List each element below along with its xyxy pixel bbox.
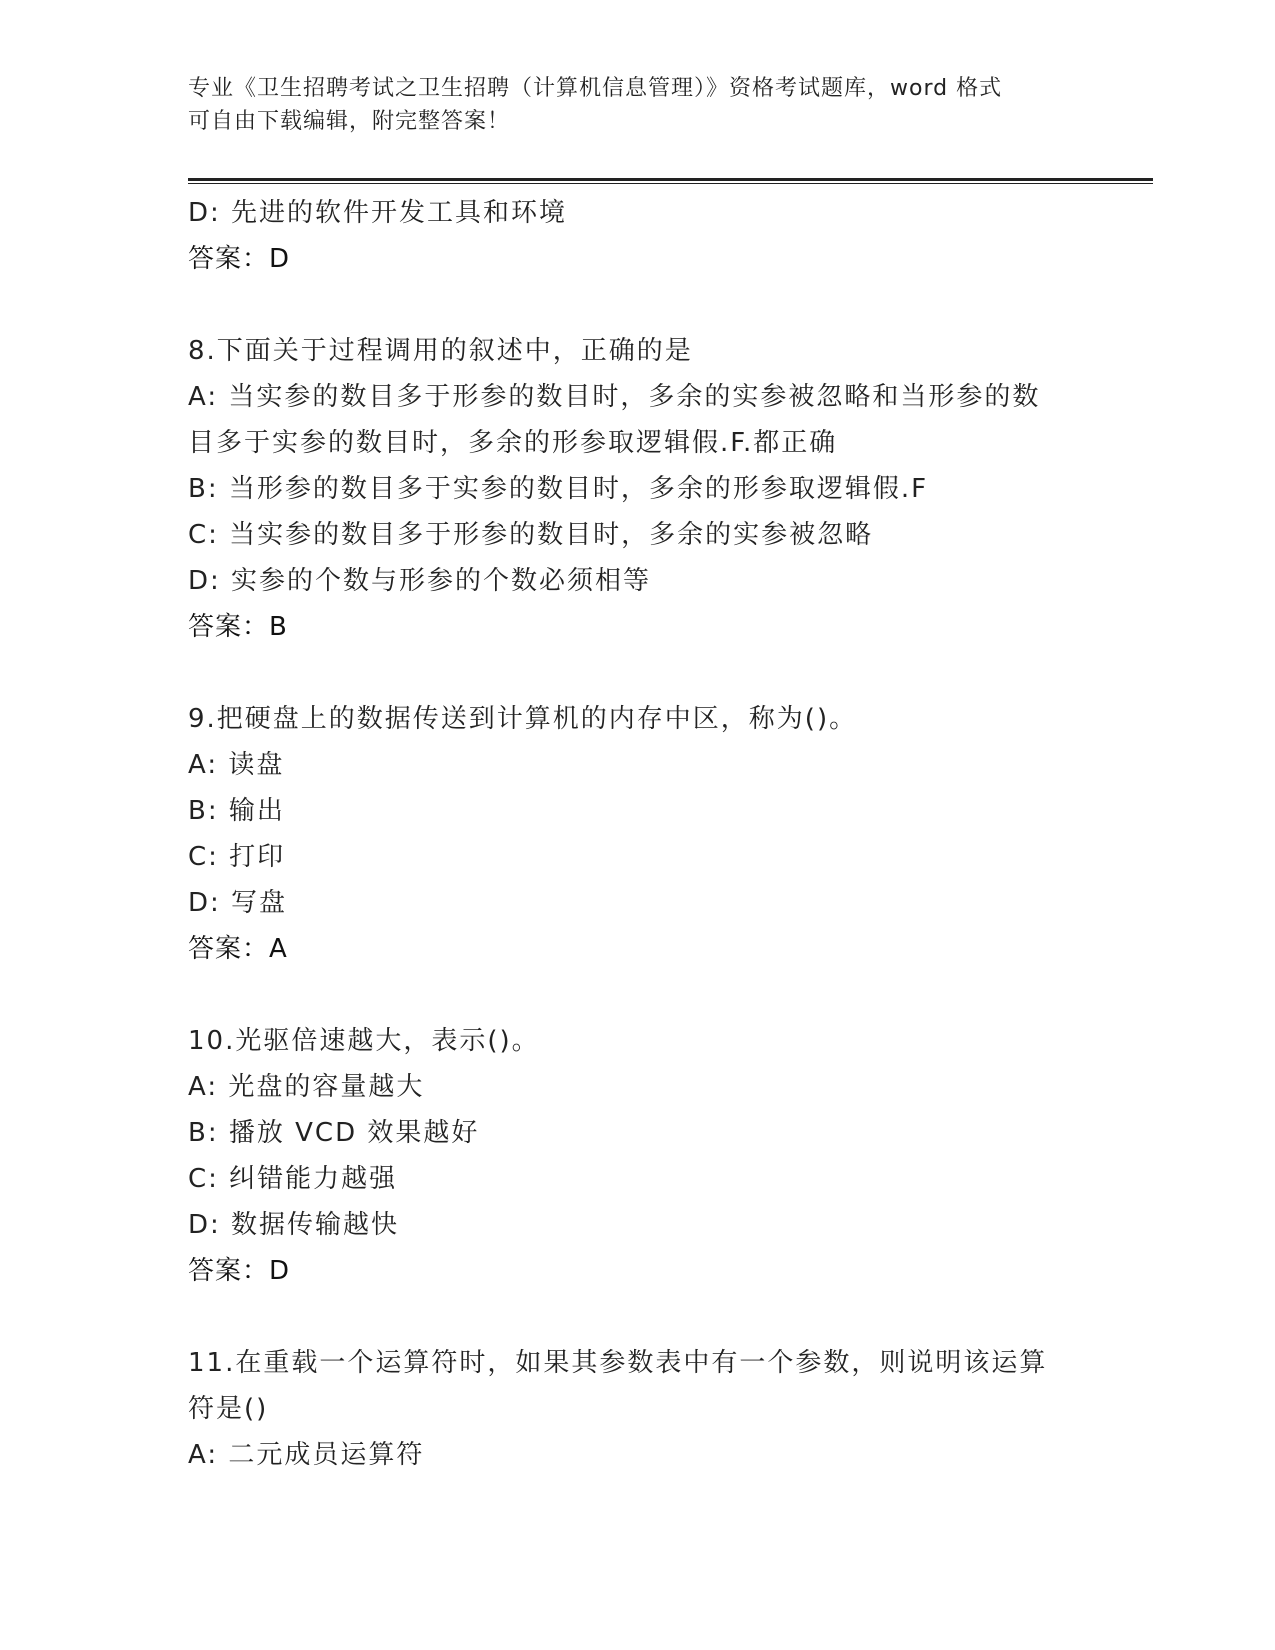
question-9: [188, 696, 1088, 972]
option-a: A: 二元成员运算符: [188, 1440, 425, 1470]
answer-label: 答案：D: [188, 244, 291, 274]
answer-label: 答案：B: [188, 612, 288, 642]
option-d: D: 实参的个数与形参的个数必须相等: [188, 566, 652, 596]
option-b: B: 输出: [188, 796, 285, 826]
document-header: [188, 72, 1088, 138]
option-a: A: 读盘: [188, 750, 285, 780]
option-c: C: 当实参的数目多于形参的数目时，多余的实参被忽略: [188, 520, 874, 550]
answer-label: 答案：A: [188, 934, 288, 964]
option-b: B: 播放 VCD 效果越好: [188, 1118, 480, 1148]
option-d: D: 写盘: [188, 888, 288, 918]
question-11: [188, 1340, 1088, 1478]
option-a: A: 当实参的数目多于形参的数目时，多余的实参被忽略和当形参的数: [188, 382, 1041, 412]
header-line-2: 可自由下载编辑，附完整答案！: [188, 109, 511, 134]
question-list: [188, 190, 1088, 1478]
option-b: B: 当形参的数目多于实参的数目时，多余的形参取逻辑假.F: [188, 474, 929, 504]
question-8: [188, 328, 1088, 650]
question-stem: 11.在重载一个运算符时，如果其参数表中有一个参数，则说明该运算: [188, 1348, 1048, 1378]
header-line-1: 专业《卫生招聘考试之卫生招聘（计算机信息管理）》资格考试题库，word 格式: [188, 76, 1003, 101]
header-divider-thick: [188, 178, 1153, 181]
option-a: A: 光盘的容量越大: [188, 1072, 425, 1102]
option-d: D: 先进的软件开发工具和环境: [188, 198, 568, 228]
question-7-continuation: [188, 190, 1088, 282]
option-d: D: 数据传输越快: [188, 1210, 400, 1240]
option-a-continued: 目多于实参的数目时，多余的形参取逻辑假.F.都正确: [188, 428, 838, 458]
option-c: C: 打印: [188, 842, 286, 872]
question-stem: 8.下面关于过程调用的叙述中，正确的是: [188, 336, 693, 366]
header-divider-thin: [188, 183, 1153, 184]
option-c: C: 纠错能力越强: [188, 1164, 398, 1194]
question-stem-continued: 符是(): [188, 1394, 269, 1424]
question-10: [188, 1018, 1088, 1294]
question-stem: 9.把硬盘上的数据传送到计算机的内存中区，称为()。: [188, 704, 858, 734]
question-stem: 10.光驱倍速越大，表示()。: [188, 1026, 540, 1056]
answer-label: 答案：D: [188, 1256, 291, 1286]
